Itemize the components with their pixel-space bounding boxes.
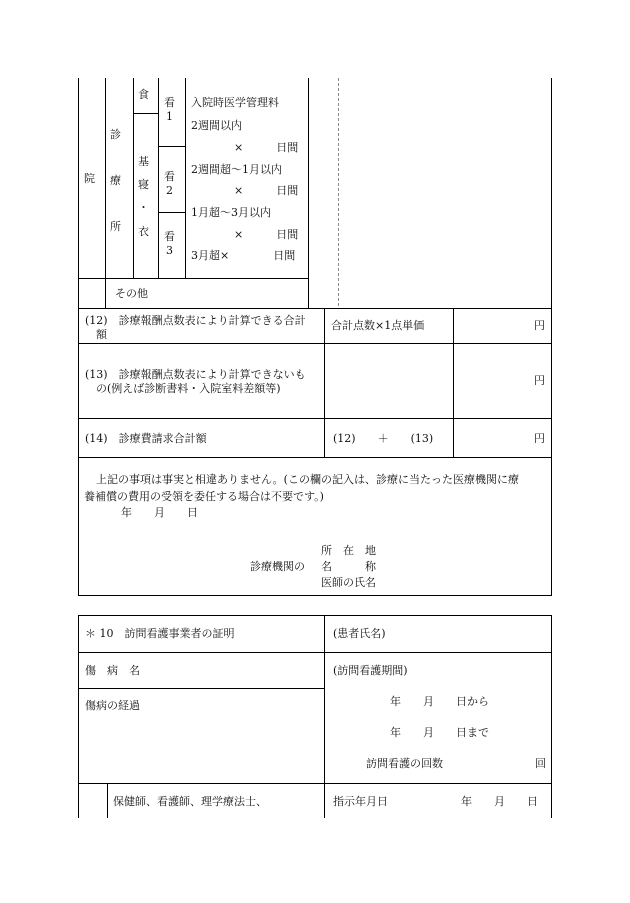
fee-line-1: 入院時医学管理料: [191, 96, 279, 109]
cert-statement-2: 養補償の費用の受領を委任する場合は不要です。): [84, 490, 324, 503]
row13-top: [78, 343, 552, 344]
divider-fee: [185, 78, 186, 278]
nurse2-bottom: [158, 212, 185, 213]
nurse1-bottom: [158, 146, 185, 147]
lower-left: [78, 615, 79, 818]
visits-label: 訪問看護の回数: [366, 757, 443, 770]
rows-mid-divider: [324, 308, 325, 458]
cert-statement-1: 上記の事項は事実と相違ありません。(この欄の記入は、診療に当たった医療機関に療: [96, 473, 519, 486]
nurse3-num: 3: [166, 244, 173, 257]
fee-line-6: 1月超～3月以内: [191, 206, 271, 219]
period-to: 年 月 日まで: [390, 726, 489, 739]
nurse2-label: 看: [164, 170, 175, 183]
row13-unit: 円: [534, 374, 545, 387]
period-label: (訪問看護期間): [333, 664, 408, 677]
lower-right: [551, 615, 552, 818]
provider-char-2: 療: [110, 174, 121, 187]
course-label: 傷病の経過: [85, 699, 140, 712]
grid-row-bottom: [78, 278, 308, 279]
nurse1-num: 1: [166, 110, 173, 123]
period-from: 年 月 日から: [390, 695, 489, 708]
divider-provider: [105, 78, 106, 308]
row12-mid: 合計点数×1点単価: [331, 319, 425, 332]
row13-label: (13) 診療報酬点数表により計算できないも: [85, 368, 306, 381]
row12-unit: 円: [534, 319, 545, 332]
divider-nurse: [158, 78, 159, 278]
table-bottom: [78, 595, 552, 596]
fee-line-4: 2週間超～1月以内: [191, 163, 282, 176]
row14-mid: (12) ＋ (13): [333, 432, 434, 445]
row12-top: [78, 308, 552, 309]
cert-name-label: 名 称: [321, 560, 376, 573]
nurse3-label: 看: [164, 230, 175, 243]
cert-top: [78, 457, 552, 458]
row14-label: (14) 診療費請求合計額: [85, 432, 207, 445]
section-label: 院: [84, 172, 95, 185]
disease-name-label: 傷 病 名: [85, 664, 140, 677]
bedding-char-4: 衣: [138, 225, 149, 238]
lower-row1-bottom: [78, 652, 552, 653]
cert-addr-label: 所 在 地: [321, 544, 376, 557]
fee-line-7: × 日間: [234, 228, 299, 241]
row14-unit: 円: [534, 432, 545, 445]
divider-fee-right: [308, 78, 309, 308]
instruction-date-label: 指示年月日: [333, 795, 388, 808]
rows-unit-divider: [453, 308, 454, 458]
dashed-guide: [338, 78, 339, 306]
bedding-char-3: ・: [138, 201, 149, 214]
divider-meal: [133, 78, 134, 278]
provider-char-3: 所: [110, 220, 121, 233]
visits-unit: 回: [535, 757, 546, 770]
other-label: その他: [115, 287, 148, 300]
lower-row2-bottom-left: [78, 688, 325, 689]
meal-bottom: [133, 113, 159, 114]
lower-title: ＊ 10 訪問看護事業者の証明: [85, 627, 235, 640]
lower-row3-bottom: [78, 783, 552, 784]
row12-label-cont: 額: [96, 328, 107, 341]
provider-char-1: 診: [110, 128, 121, 141]
fee-line-3: × 日間: [234, 141, 299, 154]
fee-line-8: 3月超× 日間: [191, 249, 296, 262]
staff-label: 保健師、看護師、理学療法士、: [113, 795, 267, 808]
bedding-char-2: 寝: [138, 178, 149, 191]
row14-top: [78, 418, 552, 419]
lower-staff-divider: [107, 783, 108, 818]
bedding-char-1: 基: [138, 155, 149, 168]
cert-date: 年 月 日: [121, 506, 198, 519]
instruction-ymd: 年 月 日: [461, 795, 538, 808]
meal-label: 食: [138, 88, 149, 101]
cert-institution-label: 診療機関の: [250, 560, 305, 573]
fee-line-5: × 日間: [234, 184, 299, 197]
fee-line-2: 2週間以内: [191, 119, 242, 132]
nurse1-label: 看: [164, 96, 175, 109]
lower-top: [78, 615, 552, 616]
table-border-right: [551, 78, 552, 596]
lower-mid: [324, 615, 325, 818]
nurse2-num: 2: [166, 184, 173, 197]
row13-label-cont: の(例えば診断書料・入院室料差額等): [96, 382, 281, 395]
table-border-left: [78, 78, 79, 596]
cert-doctor-label: 医師の氏名: [321, 576, 376, 589]
row12-label: (12) 診療報酬点数表により計算できる合計: [85, 314, 306, 327]
patient-name-label: (患者氏名): [333, 627, 386, 640]
